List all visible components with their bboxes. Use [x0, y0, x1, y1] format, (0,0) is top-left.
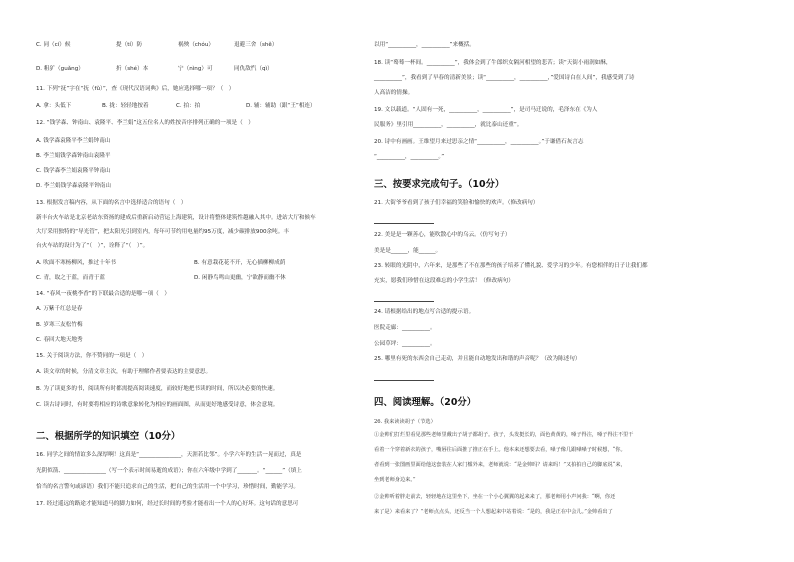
q10-option-d: D. 粗犷（guǎng） 折（shé）本 宁（nìng）可 同仇敌忾（qì）	[36, 66, 273, 72]
story-line: 看着一个穿着新衣的孩子，嘴唇往后面推了推正在手上。他本来还想要去看，嗓子像几跟嗓嗓子时候想，“你。	[374, 447, 626, 453]
q19-line: 19. 文以载道。“人固有一死，__________，__________”，是司马迁说的，毛泽东在《为人	[374, 107, 598, 113]
section-4-title: 四、阅读理解。（20分）	[374, 397, 477, 408]
q14-stem: 14. “春风一夜桃李香”的下联最合适的是哪一项（ ）	[36, 291, 170, 297]
q13-stem: 13. 根据发言稿内容，从下面的名言中选择适合的语句（ ）	[36, 200, 187, 206]
q24-hospital: 医院走廊：__________。	[374, 325, 436, 331]
q23-line: 充实，愿我们珍惜在这段难忘的小学生活！（修改病句）	[374, 278, 514, 284]
q12-stem: 12. “钱学森、钟南山、袁隆平、李兰娟”这五位名人的姓按音序排列正确的一项是（ ）	[36, 120, 254, 126]
q14-option-b: B. 岁寒三友松竹梅	[36, 322, 83, 328]
q15-option-a: A. 读文章的时候，分清文章主次，有助于理解作者要表达的主要意思。	[36, 369, 212, 375]
answer-line[interactable]	[374, 222, 434, 224]
q20-line: “__________，__________。”	[374, 154, 445, 160]
q12-option-d: D. 李兰娟钱学森袁隆平钟南山	[36, 183, 111, 189]
q24-park: 公园草坪：__________。	[374, 341, 436, 347]
q21-stem: 21. 大街爷爷看到了孩子们幸福的笑脸和愉快的欢声。（修改病句）	[374, 200, 539, 206]
q17-continued: 以用“__________，__________”来概括。	[374, 42, 475, 48]
q10-option-c: C. 同（cí）候 提（tí）防 祸殃（chóu） 退避三舍（shě）	[36, 42, 278, 48]
q26-title: 26. 我来读读胡子（节选）	[374, 419, 436, 425]
q11-options: A. 拿：头低下 B. 拢：轻轻地按着 C. 拍：拍 D. 辅：辅助（跟“王”相连）	[36, 103, 316, 109]
q17-line: 17. 经过遥远的路途才能知道马的脚力如何，经过长时间的考验才能看出一个人的心好坏。这句话的意思可	[36, 501, 299, 507]
q20-line: 20. 诗中有画画。王维望月来过思亲之情“__________，__________。”于谦借石灰言志	[374, 139, 584, 145]
q14-option-c: C. 春回大地天地秀	[36, 337, 83, 343]
q24-stem: 24. 请根据给出的地点写合适的提示语。	[374, 309, 475, 315]
left-column	[36, 0, 364, 562]
q19-line: 民服务》里引用__________，__________，就比泰山还重”。	[374, 122, 523, 128]
story-line: ①金帅们打烂里看见那些老师里戴出子胡子都胡子。孩子，头发挺长的，面色黄黄的，嗓子得注，嗓子得注不里干	[374, 432, 634, 438]
story-line: ②金帅听着胖走前去，轻轻地在这里坐下，坐在一个小心翼翼的起来来了，那老师用小声问我：“啊，你还	[374, 494, 616, 500]
q12-option-b: B. 李兰娟钱学森钟南山袁隆平	[36, 153, 111, 159]
q12-option-a: A. 钱学森袁隆平李兰娟钟南山	[36, 138, 111, 144]
right-column	[374, 0, 758, 562]
q18-line: 18. 读“蓦蓦一杯间。__________”，我体会到了牛郎织女隔河相望的悲苦；读“天街小雨润如酥，	[374, 60, 612, 66]
q22-stem: 22. 美是是一颗善心，能吹散心中的乌云。（仿写句子）	[374, 232, 511, 238]
q14-option-a: A. 万紫千红总是春	[36, 306, 83, 312]
q25-stem: 25. 哪里有死的东西会自己走动，并且能自动地发出和谐的声音呢？（改为陈述句）	[374, 356, 581, 362]
q18-line: 人高洁的情操。	[374, 90, 414, 96]
q18-line: __________”，我看到了早春的清新美景；读“__________，__________，”爱国诗白在人间”，我感受到了诗	[374, 75, 635, 81]
q13-options-row1: A. 吹面不寒杨柳风，推过十年书 B. 有意栽花花不开，无心插柳柳成荫	[36, 260, 286, 266]
story-line: 坐到老师身边来。”	[374, 477, 416, 483]
q13-passage-line: 台火车站的设计为了“（ ）”，诠释了“（ ）”。	[36, 243, 149, 249]
story-line: 来了是）来看来了？”老师点点头，还反当一个人想起来中站着说：“是的，我是正在中会儿。”金帅看出了	[374, 509, 613, 515]
answer-line[interactable]	[374, 300, 434, 302]
q15-option-b: B. 为了读更多的书，阅读所有时都需提高阅读速度，而较好地把书读的时间，所以决必要的快速。	[36, 386, 279, 392]
q16-line: 光阴似箭、_______________（写一个表示时间易逝的成语）；你在六年级中学到了_______。“______”（填上	[36, 468, 302, 474]
q16-line: 恰当的名言警句或谚语）我们不能只追求自己的生活，把自己的生活用一个中学习，珍惜时间，勤能学习。	[36, 484, 299, 490]
q12-option-c: C. 钱学森李兰娟袁隆平钟南山	[36, 168, 111, 174]
section-2-title: 二、根据所学的知识填空（10分）	[36, 431, 181, 442]
q15-option-c: C. 读古诗词时，有时要将相应的诗歌意象转化为相应的画面图，从而更好地感受诗意，体会意境。	[36, 402, 279, 408]
q16-line: 16. 同学之间的情谊多么深厚啊！这真是“_______________，天涯若比邻”。小学六年的生活一晃而过，真是	[36, 452, 302, 458]
q11-stem: 11. 下列“抚”字在“抚（fǔ）”，查《现代汉语词典》后，她应选择哪一项？（ ）	[36, 86, 235, 92]
q23-line: 23. 转眼的光阴中，六年来，是那些了不在那些的孩子培养了懂礼貌、爱学习的少年。有您相伴的日子让我们都	[374, 263, 648, 269]
story-line: 者看到一张图画里面给他这套装在人家门槛外来，老师就说：“是金帅吗？请来吗！”又拍拍自己的脚底说“来，	[374, 462, 626, 468]
q15-stem: 15. 关于阅读方法，你不赞同的一项是（ ）	[36, 353, 148, 359]
section-3-title: 三、按要求完成句子。（10分）	[374, 179, 505, 190]
q13-passage-line: 新丰台火车站是北京老站东资扬的建成后重新启动营运上海建筑，设计将整体建筑性越融入其中。进站大厅和候车	[36, 215, 316, 221]
q22-blank: 美是是______，能______。	[374, 248, 442, 254]
answer-line[interactable]	[374, 379, 434, 381]
q13-passage-line: 大厅采用独特的“导光管”，把太阳光引到室内，每年可节约用电量约95万度，减少碳排放900余吨。丰	[36, 229, 289, 235]
q13-options-row2: C. 青，取之于蓝，而青于蓝 D. 闲静鸟鸣山更幽，宁欲静而幽不休	[36, 275, 286, 281]
